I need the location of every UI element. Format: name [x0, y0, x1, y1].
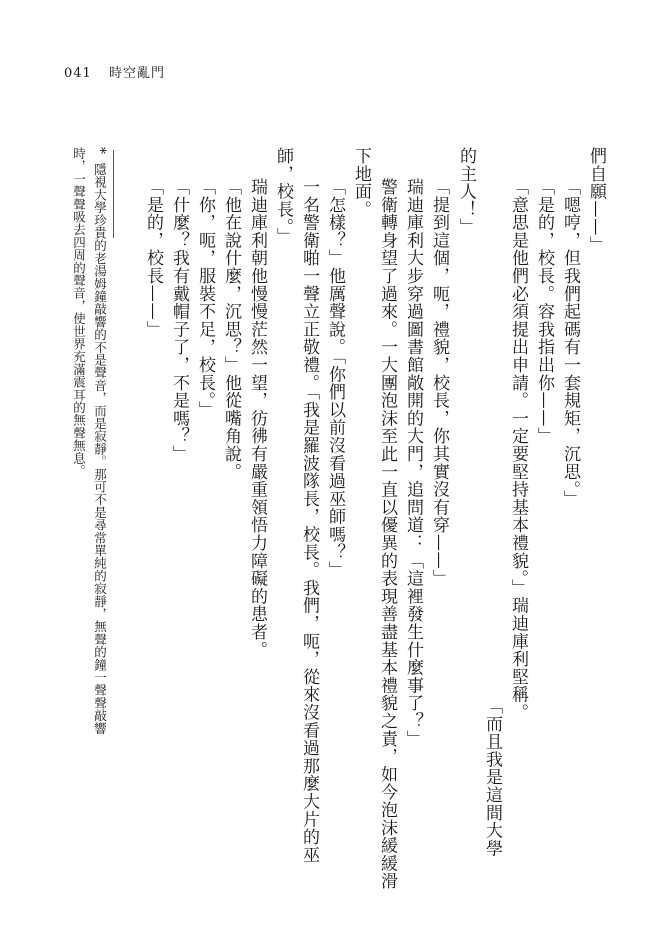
- text-column: 「你，呃，服裝不足，校長。」: [195, 178, 215, 419]
- text-column: 一名警衛啪一聲立正敬禮。「我是羅波隊長，校長。我們，呃，從來沒看過那麼大片的巫: [299, 178, 319, 864]
- text-column: 「是的，校長——」: [143, 178, 163, 339]
- footnote-marker: *: [92, 147, 108, 155]
- footnote-line: 時，一聲聲吸去四周的聲音，使世界充滿震耳的無聲無息。: [71, 147, 87, 478]
- text-column: 「提到這個，呃，禮貌，校長，你其實沒有穿——」: [429, 178, 449, 588]
- footnote-rule: [113, 150, 114, 238]
- text-column: 瑞迪庫利大步穿過圖書館敞開的大門，追問道：「這裡發生什麼事了？」: [403, 178, 423, 748]
- text-column: 的主人！」: [456, 147, 476, 236]
- text-column: 下地面。: [351, 147, 371, 219]
- book-title: 時空亂門: [108, 66, 165, 81]
- text-column: 「什麼？我有戴帽子了，不是嗎？」: [169, 178, 189, 463]
- running-header: [64, 62, 165, 81]
- text-column: 「怎樣？」他厲聲說。「你們以前沒看過巫師嗎？」: [325, 178, 345, 579]
- text-column: 「他在說什麼，沉思？」他從嘴角說。: [221, 178, 241, 481]
- text-column: 們自願——」: [586, 147, 606, 254]
- footnote-line: 隱視大學珍貴的老湯姆鐘敲響的不是聲音，而是寂靜。那可不是尋常單純的寂靜，無聲的鐘一聲聲敲響: [92, 163, 108, 735]
- page-number: 041: [64, 66, 92, 81]
- text-column: 「是的，校長。容我指出你——」: [534, 178, 554, 445]
- text-column: 瑞迪庫利朝他慢慢茫然一望，彷彿有嚴重領悟力障礙的患者。: [247, 178, 267, 659]
- text-column: 「意思是他們必須提出申請。一定要堅持基本禮貌。」瑞迪庫利堅稱。: [508, 178, 528, 722]
- text-column: 「嗯哼，但我們起碼有一套規矩，沉思。」: [560, 178, 580, 508]
- text-column: 警衛轉身望了過來。一大團泡沫至此一直以優異的表現善盡基本禮貌之責，如今泡沫緩緩滑: [377, 178, 397, 890]
- text-column: 「而且我是這間大學: [482, 697, 502, 858]
- text-column: 師，校長。」: [273, 147, 293, 246]
